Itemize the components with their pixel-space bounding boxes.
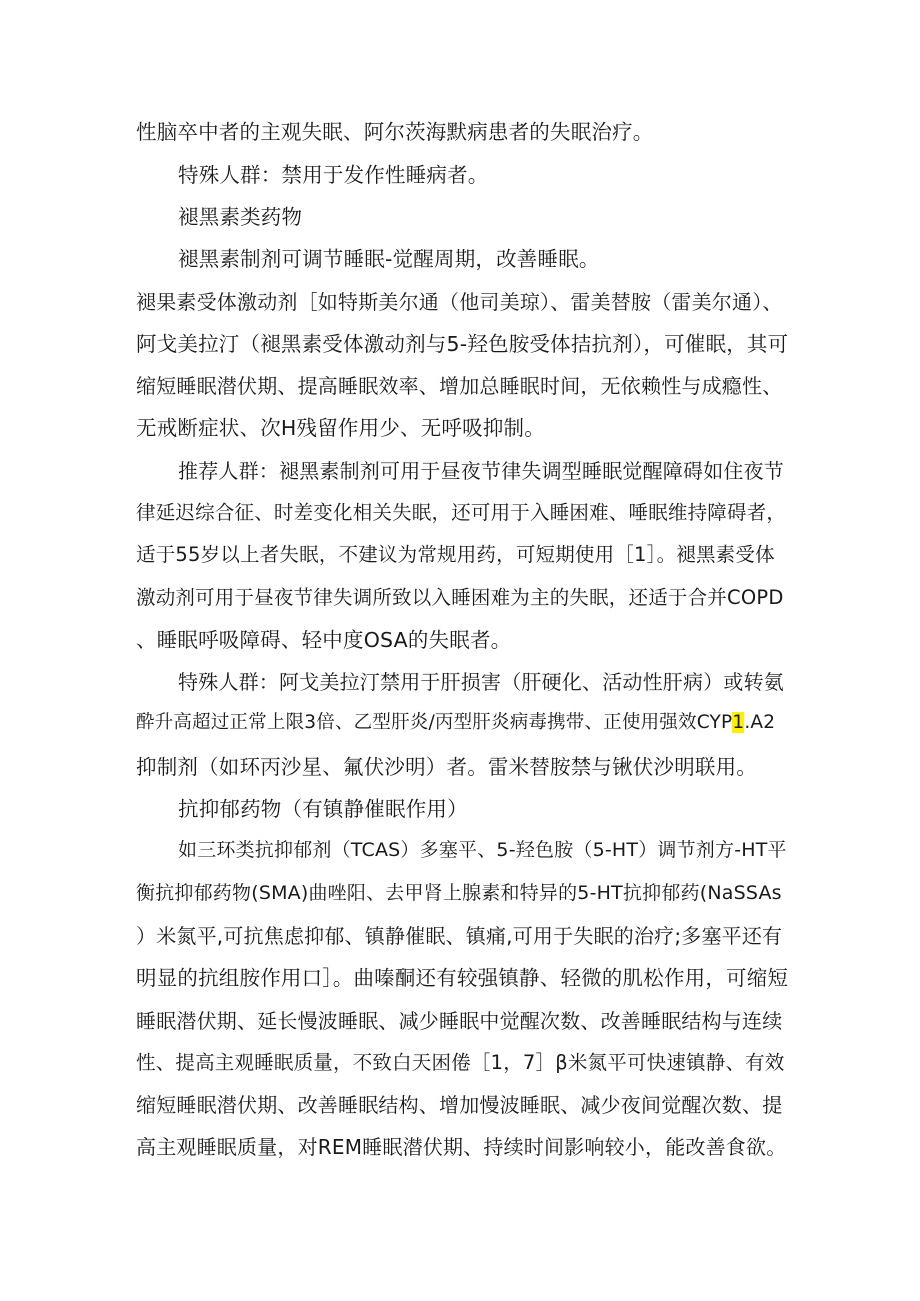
highlighted-text: 1 [732, 712, 745, 733]
text-line: 、睡眠呼吸障碍、轻中度OSA的失眠者。 [136, 628, 512, 652]
text-line: 抑制剂（如环丙沙星、氟伏沙明）者。雷米替胺禁与锹伏沙明联用。 [136, 755, 757, 779]
text-line: 明显的抗组胺作用口］。曲嗪酮还有较强镇静、轻微的肌松作用，可缩短 [136, 966, 789, 990]
text-line: 特殊人群：阿戈美拉汀禁用于肝损害（肝硬化、活动性肝病）或转氨 [178, 670, 784, 694]
text-line: 适于55岁以上者失眠，不建议为常规用药，可短期使用［1］。褪黑素受体 [136, 543, 775, 566]
text-line: 睡眠潜伏期、延长慢波睡眠、减少睡眠中觉醒次数、改善睡眠结构与连续 [136, 1009, 783, 1033]
section-heading: 褪黑素类药物 [178, 205, 303, 229]
text-line: 衡抗抑郁药物(SMA)曲唑阳、去甲肾上腺素和特异的5-HT抗抑郁药(NaSSAs [136, 882, 782, 904]
text-line: 高主观睡眠质量，对REM睡眠潜伏期、持续时间影响较小，能改善食欲。 [136, 1135, 787, 1159]
text-line: 褪黑素制剂可调节睡眠-觉醒周期，改善睡眠。 [178, 247, 600, 271]
text-segment: 酔升高超过正常上限3倍、乙型肝炎/丙型肝炎病毒携带、正使用强效CYP [136, 712, 733, 733]
text-line: 推荐人群：褪黑素制剂可用于昼夜节律失调型睡眠觉醒障碍如住夜节 [178, 459, 784, 483]
text-line: 律延迟综合征、时差变化相关失眠，还可用于入睡困难、唾眠维持障碍者， [136, 501, 787, 524]
text-line: 如三环类抗抑郁剂（TCAS）多塞平、5-羟色胺（5-HT）调节剂方-HT平 [178, 839, 787, 861]
text-line: 褪果素受体激动剂［如特斯美尔通（他司美琼）、雷美替胺（雷美尔通）、 [136, 290, 783, 314]
text-line: 特殊人群：禁用于发作性睡病者。 [178, 163, 489, 187]
text-line: 缩短睡眠潜伏期、改善睡眠结构、增加慢波睡眠、减少夜间觉醒次数、提 [136, 1093, 783, 1117]
text-line: 无戒断症状、次H残留作用少、无呼吸抑制。 [136, 416, 545, 440]
text-line: 缩短睡眠潜伏期、提高睡眠效率、增加总睡眠时间，无依赖性与成瘾性、 [136, 374, 783, 398]
text-line: 激动剂可用于昼夜节律失调所致以入睡困难为主的失眠，还适于合并COPD [136, 586, 784, 609]
text-segment: .A2 [744, 712, 776, 733]
text-line-highlighted [136, 714, 775, 733]
text-line: 阿戈美拉汀（褪黑素受体激动剂与5-羟色胺受体拮抗剂），可催眠，其可 [136, 332, 789, 356]
text-line: ）米氮平,可抗焦虑抑郁、镇静催眠、镇痛,可用于失眠的治疗;多塞平还有 [136, 924, 783, 948]
section-heading: 抗抑郁药物（有镇静催眠作用） [178, 797, 468, 821]
text-line: 性脑卒中者的主观失眠、阿尔茨海默病患者的失眠治疗。 [136, 120, 654, 144]
text-line: 性、提高主观睡眠质量，不致白天困倦［1，7］β米氮平可快速镇静、有效 [136, 1051, 785, 1074]
